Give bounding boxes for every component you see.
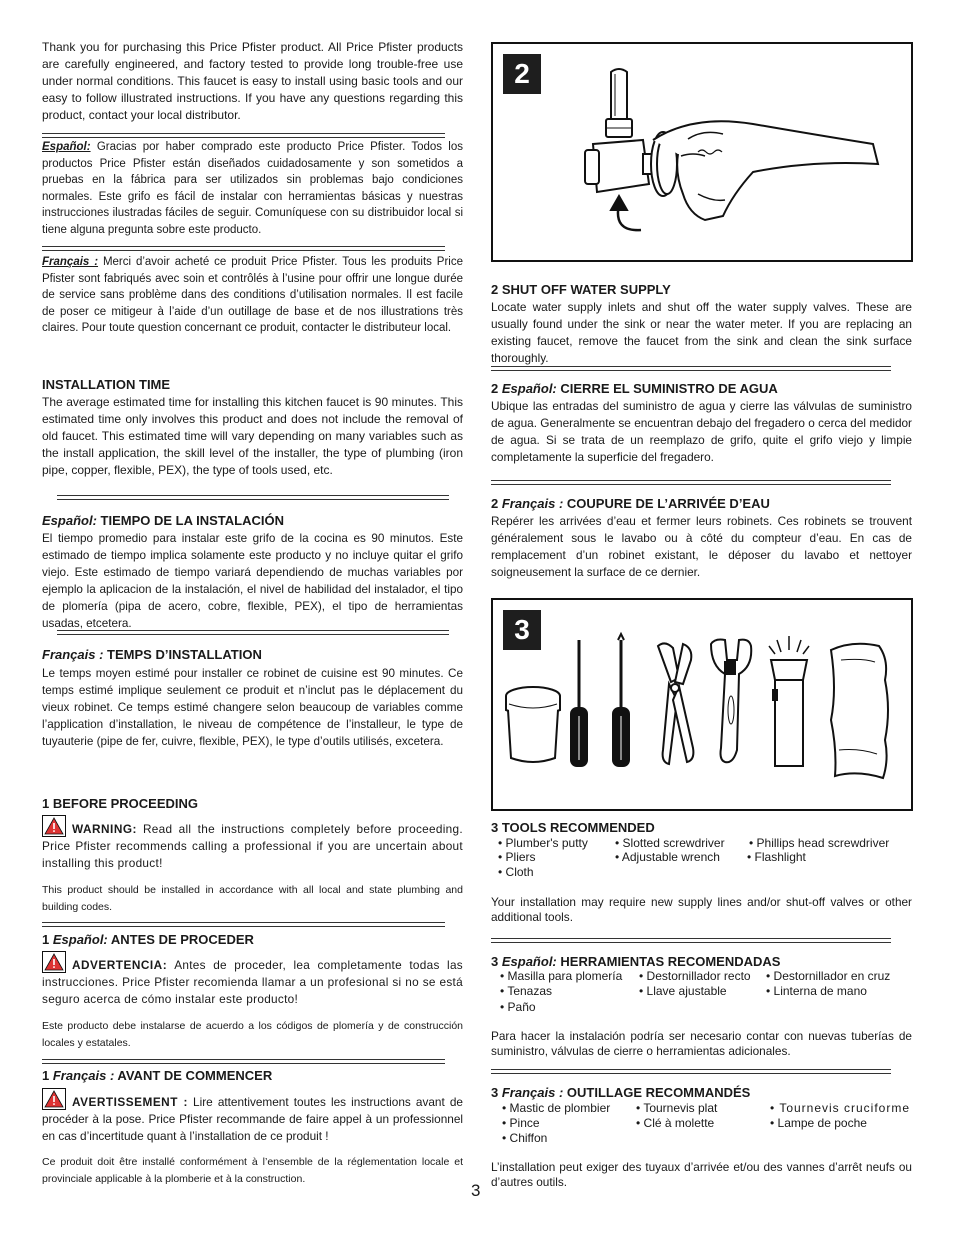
french-label: Français : [42,647,104,662]
divider [491,480,891,485]
intro-spanish [42,139,463,238]
tool-item: • Tournevis cruciforme [770,1101,911,1115]
install-time-heading: INSTALLATION TIME [42,377,171,392]
install-time-fr-text: Le temps moyen estimé pour installer ce robinet de cuisine est 90 minutes. Ce temps estimé implique seulement ce produit et n’inclut pas le déplacement du vieux robinet. Ce temps estimé changere selon beaucoup de variables comme l’application d’installation, le niveau de compétence de l’installeur, le type de tuyauterie (pipe de fer, cuivre, flexible, PEX), le type d’outils utilisés, excetera. [42,667,463,748]
divider [491,938,891,943]
tool-item: • Clé à molette [636,1116,715,1130]
heading-text: COUPURE DE L’ARRIVÉE D’EAU [566,496,770,511]
warning-label: ADVERTENCIA: [72,958,168,972]
tool-item: • Lampe de poche [770,1116,867,1130]
adjustable-wrench-icon [711,640,751,763]
heading-text: AVANT DE COMMENCER [117,1068,273,1083]
figure-number: 2 [503,54,541,94]
step1-es-warning [42,951,463,1008]
heading-text: TEMPS D’INSTALLATION [107,647,262,662]
flashlight-icon [769,636,809,766]
page-number: 3 [471,1181,481,1200]
tools-list-es [491,969,912,1015]
tool-item: • Paño [500,1000,536,1014]
step-number: 3 [491,954,499,969]
step-number: 1 [42,932,50,947]
putty-jar-icon [506,687,560,762]
figure-number: 3 [503,610,541,650]
tool-item: • Flashlight [747,850,806,864]
tool-item: • Pince [502,1116,540,1130]
divider [491,1069,891,1074]
french-label: Français : [501,1085,564,1100]
tool-item: • Pliers [498,850,536,864]
warning-icon [42,815,66,837]
tool-item: • Linterna de mano [766,984,867,998]
intro-french-text: Merci d’avoir acheté ce produit Price Pfister. Tous les produits Price Pfister sont fabriqués avec soin et contrôlés à l’usine pour offrir une longue durée de service sans problème dans des conditions d’utilisation normales. Il est facile de poser ce mitigeur à l’aide d’un outillage de base et de nos illustrations très claires. Pour toute question concernant ce produit, contacter le distributeur local. [42,256,463,334]
step1-fr-warning [42,1088,463,1145]
step2-text: Locate water supply inlets and shut off the water supply valves. These are usually found under the sink or near the water meter. If you are replacing an existing faucet, remove the faucet from the sink and clean the sink surface thoroughly. [491,300,912,365]
tool-item: • Tournevis plat [636,1101,718,1115]
heading-text: CIERRE EL SUMINISTRO DE AGUA [560,381,778,396]
step1-es-note: Este producto debe instalarse de acuerdo a los códigos de plomería y de construcción locales y estatales. [42,1020,463,1049]
warning-icon [42,1088,66,1110]
step2-es-heading [491,381,778,396]
phillips-screwdriver-icon [613,634,629,766]
spanish-label: Español: [501,954,557,969]
step1-es-heading [42,932,254,947]
step3-heading: 3 TOOLS RECOMMENDED [491,820,655,835]
tool-item: • Llave ajustable [639,984,727,998]
warning-label: WARNING: [72,822,137,836]
intro-spanish-text: Gracias por haber comprado este producto Price Pfister. Todos los productos Price Pfister están diseñados cuidadosamente y son sometidos a pruebas en la fábrica para ser utilizados sin problemas bajo condiciones normales. Este grifo es fácil de instalar con herramientas básicas y nuestras instrucciones ilustradas fáciles de seguir. Comuníquese con su distribuidor local si tiene alguna pregunta sobre este producto. [42,141,463,236]
tool-item: • Phillips head screwdriver [749,836,890,850]
figure-2 [491,42,913,262]
tool-item: • Destornillador recto [639,969,751,983]
slotted-screwdriver-icon [571,640,587,766]
spanish-label: Español: [501,381,557,396]
divider [42,133,445,138]
step1-fr-note: Ce produit doit être installé conformément à l’ensemble de la réglementation locale et provinciale applicable à la plomberie et à la construction. [42,1156,463,1185]
step-number: 2 [491,381,499,396]
divider [42,1059,445,1064]
tools-illustration [493,600,911,809]
heading-text: OUTILLAGE RECOMMANDÉS [566,1085,751,1100]
step1-warning [42,815,463,872]
install-time-es-text: El tiempo promedio para instalar este grifo de la cocina es 90 minutos. Este estimado de tiempo implica solamente este producto y no incluye quitar el grifo viejo. Este estimado de tiempo variará dependiendo de muchas variables por ejemplo la aplicacion de la instalación, el nivel de habilidad del instalador, el tipo de plomería (pipa de acero, cobre, flexible, PEX), el tipo de herramientas usadas, etcetera. [42,532,463,630]
french-label: Français : [52,1068,115,1083]
tool-item: • Cloth [498,865,534,879]
warning-label: AVERTISSEMENT : [72,1095,188,1109]
step1-note: This product should be installed in accordance with all local and state plumbing and building codes. [42,884,463,913]
tool-item: • Mastic de plombier [502,1101,611,1115]
divider [57,630,449,635]
cloth-icon [831,644,888,778]
french-label: Français : [42,256,99,268]
tool-item: • Chiffon [502,1131,548,1145]
heading-text: TIEMPO DE LA INSTALACIÓN [100,513,284,528]
tool-item: • Destornillador en cruz [766,969,891,983]
step3-note: Your installation may require new supply lines and/or shut-off valves or other additional tools. [491,895,912,924]
heading-text: HERRAMIENTAS RECOMENDADAS [560,954,781,969]
pliers-icon [658,643,693,764]
step-number: 1 [42,1068,50,1083]
divider [491,366,891,371]
tool-item: • Adjustable wrench [615,850,720,864]
step1-fr-heading [42,1068,272,1083]
step3-fr-note: L’installation peut exiger des tuyaux d’arrivée et/ou des vannes d’arrêt neufs ou d’autres outils. [491,1160,912,1189]
warning-text: Lire attentivement toutes les instructions avant de procéder à la pose. Price Pfister recommande de faire appel à un professionnel en cas d’incertitude quant à l’installation de ce produit ! [42,1095,463,1143]
spanish-label: Español: [42,513,97,528]
step1-heading: 1 BEFORE PROCEEDING [42,796,199,811]
warning-text: Antes de proceder, lea completamente todas las instrucciones. Price Pfister recomienda llamar a un profesional si no se está seguro acerca de cómo instalar este producto! [42,958,464,1006]
divider [57,495,449,500]
install-time-fr-heading [42,647,262,662]
install-time-text: The average estimated time for installing this kitchen faucet is 90 minutes. This estimated time only involves this product and does not include the removal of old faucet. This estimated time will vary depending on many variables such as the install application, the skill level of the installer, the type of plumbing (iron pipe, copper, flexible, PEX), the type of tools used, etc. [42,395,463,477]
step2-fr-heading [491,496,770,511]
warning-text: Read all the instructions completely before proceeding. Price Pfister recommends calling a professional if you are uncertain about installing this product! [42,822,463,870]
step-number: 3 [491,1085,499,1100]
tool-item: • Plumber's putty [498,836,588,850]
step2-fr-text: Repérer les arrivées d’eau et fermer leurs robinets. Ces robinets se trouvent généralement sous le lavabo ou à côté du compteur d’eau. En cas de remplacement d’un robinet existant, le déposer du lavabo et nettoyer soigneusement la surface de ce dernier. [491,514,912,579]
shutoff-valve-illustration [493,44,911,260]
step-number: 2 [491,496,499,511]
tool-item: • Tenazas [500,984,553,998]
figure-3 [491,598,913,811]
install-time-es-heading [42,513,284,528]
tool-item: • Masilla para plomería [500,969,623,983]
intro-french [42,254,463,337]
step2-es-text: Ubique las entradas del suministro de agua y cierre las válvulas de suministro de agua. Generalmente se encuentran debajo del fregadero o cerca del medidor de agua. Si se trata de un reemplazo de grifo, quite el grifo viejo y limpie completamente la superficie del fregadero. [491,399,912,464]
tools-list-en [491,836,912,882]
spanish-label: Español: [42,141,91,153]
tool-item: • Slotted screwdriver [615,836,725,850]
warning-icon [42,951,66,973]
intro-english: Thank you for purchasing this Price Pfister product. All Price Pfister products are carefully engineered, and factory tested to provide long trouble-free use under normal conditions. This faucet is easy to install using basic tools and our easy to follow illustrated instructions. If you have any questions regarding this product, contact your local distributor. [42,40,463,122]
step3-es-heading [491,954,780,969]
divider [42,246,445,251]
step2-heading: 2 SHUT OFF WATER SUPPLY [491,282,671,297]
spanish-label: Español: [52,932,108,947]
step3-es-note: Para hacer la instalación podría ser necesario contar con nuevas tuberías de suministro, válvulas de cierre o herramientas adicionales. [491,1029,912,1058]
divider [42,922,445,927]
step3-fr-heading [491,1085,750,1100]
french-label: Français : [501,496,564,511]
heading-text: ANTES DE PROCEDER [110,932,254,947]
tools-list-fr [491,1101,912,1147]
